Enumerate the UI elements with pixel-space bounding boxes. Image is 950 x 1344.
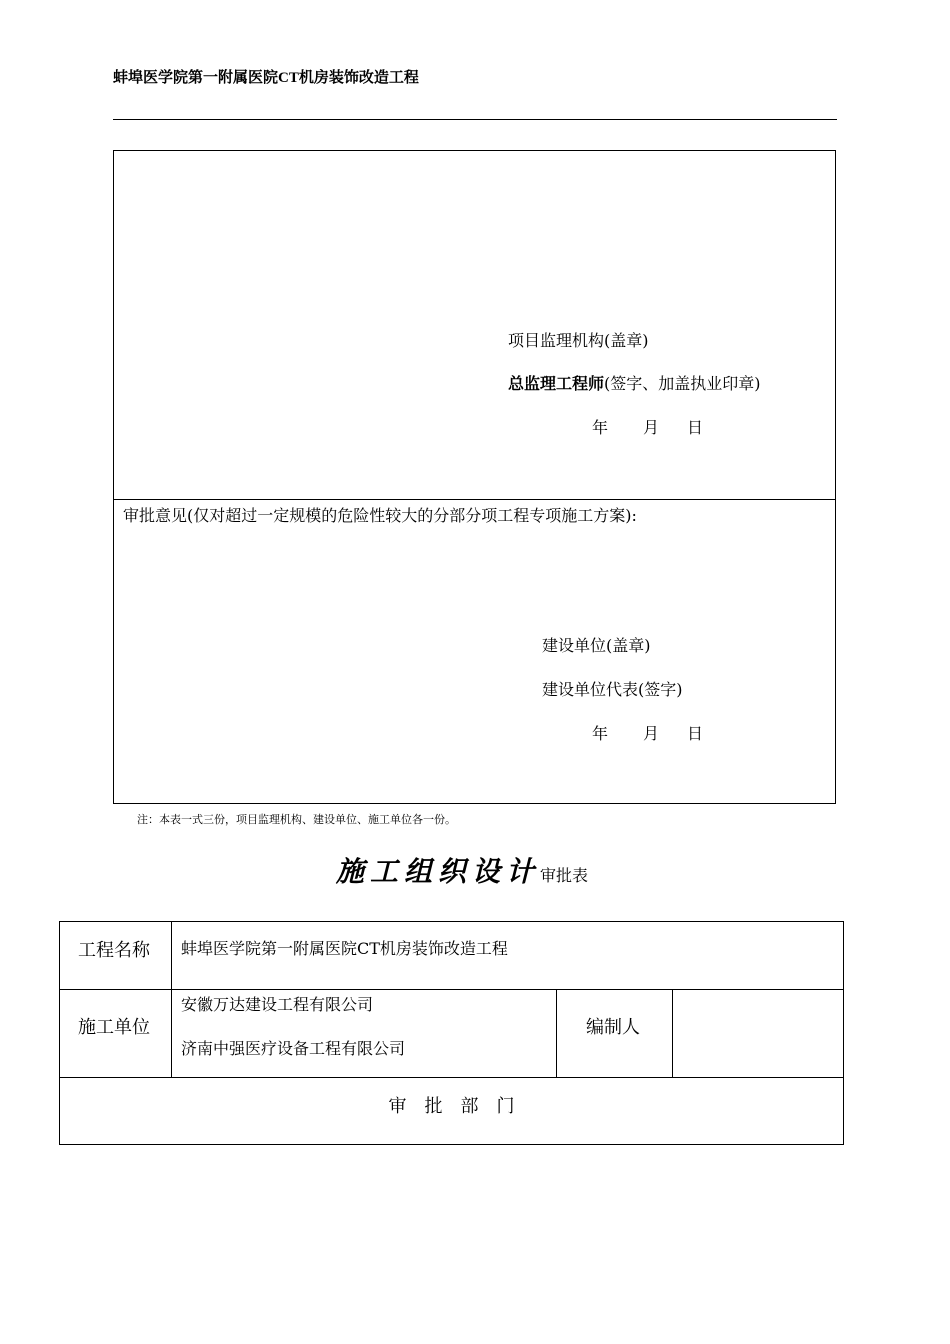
author-label: 编制人 xyxy=(586,1017,640,1038)
contractor-value-2: 济南中强医疗设备工程有限公司 xyxy=(181,1039,406,1058)
date-day: 日 xyxy=(687,418,704,437)
contractor-label: 施工单位 xyxy=(78,1017,150,1038)
table-note: 注：本表一式三份，项目监理机构、建设单位、施工单位各一份。 xyxy=(137,813,456,826)
approval-date xyxy=(592,721,703,744)
date-month: 月 xyxy=(643,724,660,743)
form-title xyxy=(336,850,588,890)
approval-form-table xyxy=(59,921,844,1145)
project-name-value: 蚌埠医学院第一附属医院CT机房装饰改造工程 xyxy=(181,939,508,958)
approval-department-header: 审 批 部 门 xyxy=(388,1096,515,1117)
chief-engineer-title: 总监理工程师 xyxy=(508,374,605,393)
supervision-date xyxy=(592,415,703,438)
date-day: 日 xyxy=(687,724,704,743)
date-year: 年 xyxy=(592,418,609,437)
owner-seal-label: 建设单位(盖章) xyxy=(542,636,651,655)
row-divider xyxy=(60,1077,843,1078)
contractor-value-1: 安徽万达建设工程有限公司 xyxy=(181,995,374,1014)
chief-engineer-label xyxy=(508,371,761,394)
form-title-suffix: 审批表 xyxy=(540,866,589,885)
column-divider xyxy=(556,989,557,1077)
date-month: 月 xyxy=(643,418,660,437)
project-name-label: 工程名称 xyxy=(78,940,150,961)
supervision-org-seal-label: 项目监理机构(盖章) xyxy=(508,331,649,350)
header-divider xyxy=(113,119,837,120)
chief-engineer-instruction: (签字、加盖执业印章) xyxy=(604,374,761,393)
row-divider xyxy=(60,989,843,990)
supervision-approval-box xyxy=(113,150,836,804)
document-header-title: 蚌埠医学院第一附属医院CT机房装饰改造工程 xyxy=(113,70,419,86)
column-divider xyxy=(672,989,673,1077)
date-year: 年 xyxy=(592,724,609,743)
box-divider xyxy=(114,499,835,500)
column-divider xyxy=(171,922,172,1077)
owner-representative-label: 建设单位代表(签字) xyxy=(542,680,683,699)
form-title-main: 施工组织设计 xyxy=(336,855,541,888)
approval-opinion-label: 审批意见(仅对超过一定规模的危险性较大的分部分项工程专项施工方案): xyxy=(123,506,637,525)
